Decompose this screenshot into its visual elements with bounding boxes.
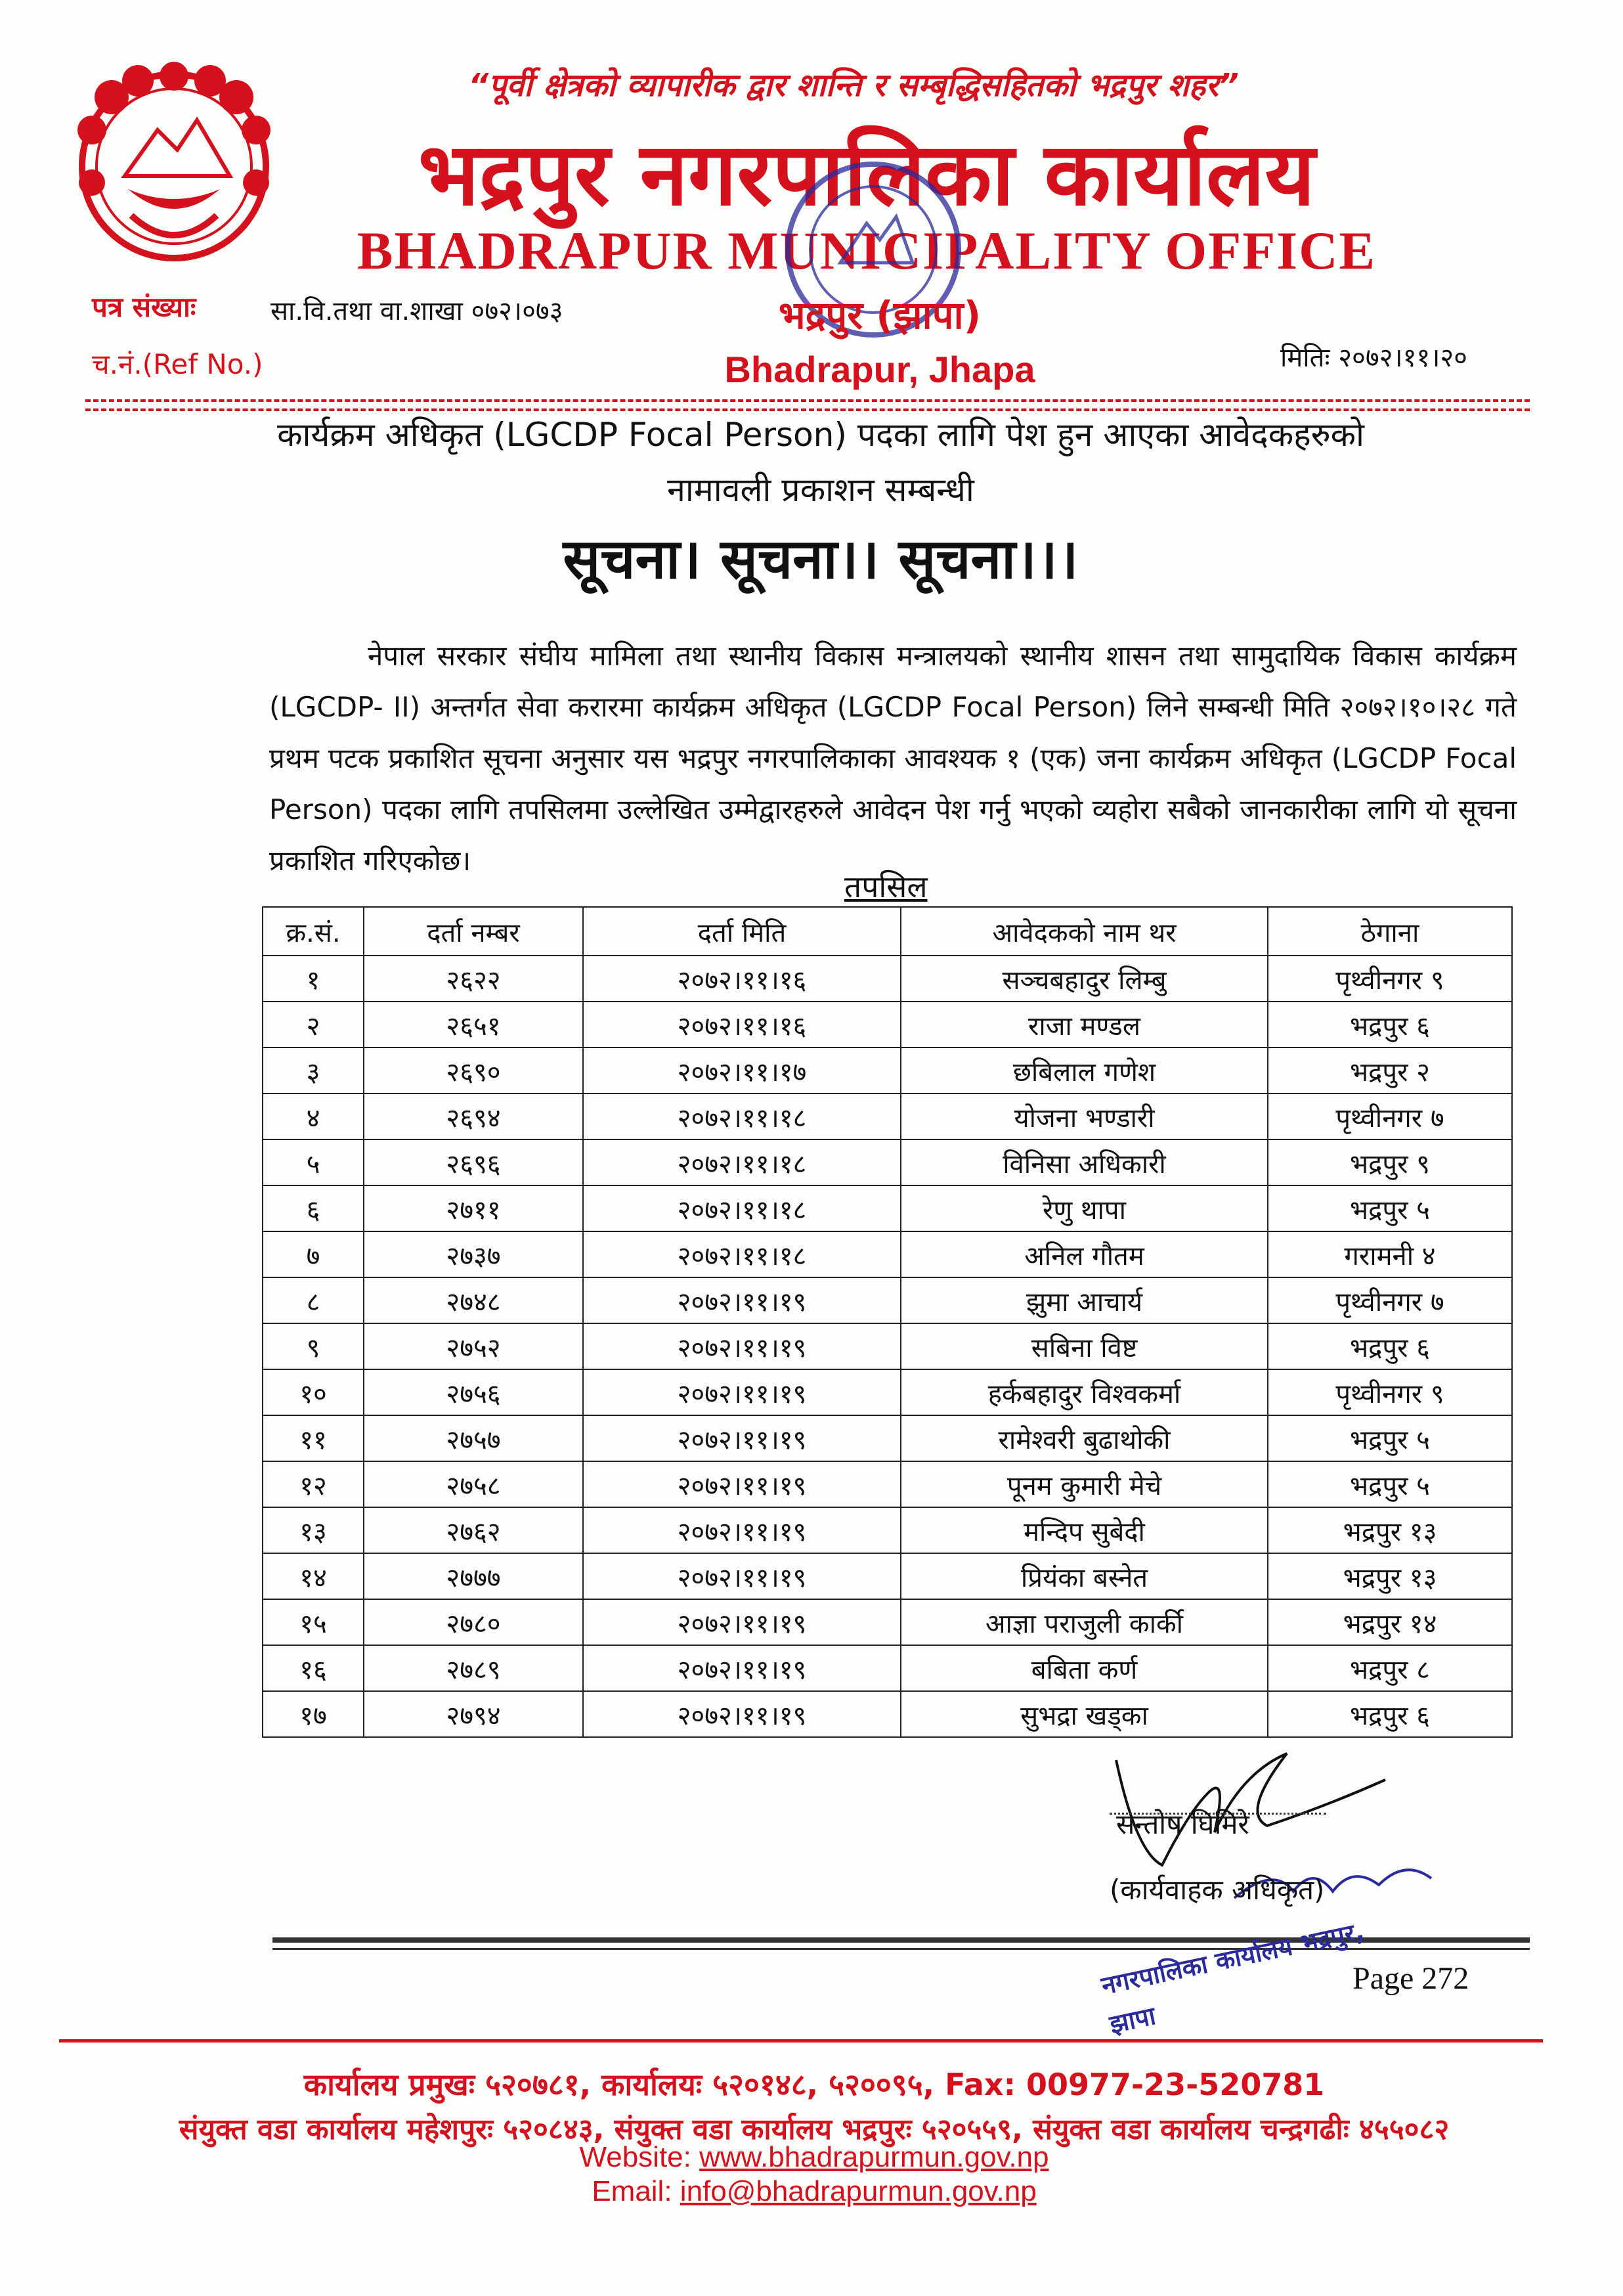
cell-serial: १४	[263, 1553, 364, 1599]
footer-email	[92, 2175, 1536, 2208]
cell-serial: ४	[263, 1093, 364, 1139]
table-row	[263, 1461, 1512, 1507]
cell-serial: १	[263, 956, 364, 1002]
cell-applicant-name: योजना भण्डारी	[901, 1093, 1268, 1139]
subject-line-2: नामावली प्रकाशन सम्बन्धी	[667, 471, 974, 509]
cell-applicant-name: रामेश्वरी बुढाथोकी	[901, 1415, 1268, 1461]
cell-registration-date: २०७२।११।१९	[583, 1277, 901, 1323]
location-nepali: भद्रपुर (झापा)	[778, 293, 982, 338]
cell-serial: ३	[263, 1048, 364, 1093]
notice-paragraph: नेपाल सरकार संघीय मामिला तथा स्थानीय विकास मन्त्रालयको स्थानीय शासन तथा सामुदायिक विकास कार्यक्रम (LGCDP- II) अन्तर्गत सेवा करारमा कार्यक्रम अधिकृत (LGCDP Focal Person) लिने सम्बन्धी मिति २०७२।१०।२८ गते प्रथम पटक प्रकाशित सूचना अनुसार यस भद्रपुर नगरपालिकाका आवश्यक १ (एक) जना कार्यक्रम अधिकृत (LGCDP Focal Person) पदका लागि तपसिलमा उल्लेखित उम्मेद्वारहरुले आवेदन पेश गर्नु भएको व्यहोरा सबैको जानकारीका लागि यो सूचना प्रकाशित गरिएकोछ।	[269, 640, 1517, 877]
cell-registration-date: २०७२।११।१७	[583, 1048, 901, 1093]
cell-applicant-name: आज्ञा पराजुली कार्की	[901, 1599, 1268, 1645]
col-serial: क्र.सं.	[263, 907, 364, 956]
letter-number-label: पत्र संख्याः	[92, 291, 196, 323]
cell-applicant-name: बबिता कर्ण	[901, 1645, 1268, 1691]
website-label: Website:	[579, 2141, 691, 2173]
cell-applicant-name: सबिना विष्ट	[901, 1323, 1268, 1369]
cell-registration-number: २७५६	[364, 1369, 583, 1415]
cell-serial: ५	[263, 1139, 364, 1185]
table-header-row	[263, 907, 1512, 956]
header-divider	[85, 399, 1530, 402]
cell-registration-date: २०७२।११।१६	[583, 956, 901, 1002]
cell-serial: १३	[263, 1507, 364, 1553]
footer-contact-line: कार्यालय प्रमुखः ५२०७८१, कार्यालयः ५२०१४८, ५२००९५, Fax: 00977-23-520781	[303, 2067, 1325, 2102]
page-number: Page 272	[1352, 1961, 1469, 1996]
cell-serial: ११	[263, 1415, 364, 1461]
cell-applicant-name: विनिसा अधिकारी	[901, 1139, 1268, 1185]
cell-serial: १२	[263, 1461, 364, 1507]
cell-registration-date: २०७२।११।१६	[583, 1002, 901, 1048]
cell-registration-number: २७५२	[364, 1323, 583, 1369]
cell-address: भद्रपुर ८	[1268, 1645, 1512, 1691]
date: मितिः २०७२।११।२०	[1280, 343, 1467, 373]
cell-applicant-name: सुभद्रा खड्का	[901, 1691, 1268, 1737]
col-address: ठेगाना	[1268, 907, 1512, 956]
cell-serial: १०	[263, 1369, 364, 1415]
cell-registration-number: २७३७	[364, 1231, 583, 1277]
cell-address: भद्रपुर ६	[1268, 1002, 1512, 1048]
table-row	[263, 1599, 1512, 1645]
table-row	[263, 1277, 1512, 1323]
cell-applicant-name: अनिल गौतम	[901, 1231, 1268, 1277]
cell-registration-number: २७९४	[364, 1691, 583, 1737]
cell-address: भद्रपुर १४	[1268, 1599, 1512, 1645]
table-row	[263, 1048, 1512, 1093]
cell-applicant-name: छबिलाल गणेश	[901, 1048, 1268, 1093]
table-row	[263, 1645, 1512, 1691]
cell-registration-number: २७४८	[364, 1277, 583, 1323]
cell-applicant-name: प्रियंका बस्नेत	[901, 1553, 1268, 1599]
notice-subject	[197, 407, 1444, 518]
notice-heading: सूचना। सूचना।। सूचना।।।	[563, 527, 1079, 591]
tapasil-label: तपसिल	[844, 869, 928, 904]
office-title-english: BHADRAPUR MUNICIPALITY OFFICE	[357, 221, 1377, 280]
table-row	[263, 1231, 1512, 1277]
email-link[interactable]: info@bhadrapurmun.gov.np	[680, 2175, 1037, 2207]
cell-serial: २	[263, 1002, 364, 1048]
footer-ward-offices: संयुक्त वडा कार्यालय महेशपुरः ५२०८४३, संयुक्त वडा कार्यालय भद्रपुरः ५२०५५९, संयुक्त वडा कार्यालय चन्द्रगढीः ४५५०८२	[179, 2113, 1450, 2146]
cell-registration-date: २०७२।११।१८	[583, 1231, 901, 1277]
cell-registration-number: २७५८	[364, 1461, 583, 1507]
table-row	[263, 1323, 1512, 1369]
cell-registration-number: २६२२	[364, 956, 583, 1002]
cell-registration-number: २७७७	[364, 1553, 583, 1599]
cell-registration-date: २०७२।११।१९	[583, 1691, 901, 1737]
subject-line-1: कार्यक्रम अधिकृत (LGCDP Focal Person) पदका लागि पेश हुन आएका आवेदकहरुको	[277, 416, 1364, 454]
table-row	[263, 1185, 1512, 1231]
cell-applicant-name: मन्दिप सुबेदी	[901, 1507, 1268, 1553]
cell-address: भद्रपुर १३	[1268, 1553, 1512, 1599]
col-registration-number: दर्ता नम्बर	[364, 907, 583, 956]
cell-registration-date: २०७२।११।१८	[583, 1093, 901, 1139]
cell-address: पृथ्वीनगर ९	[1268, 956, 1512, 1002]
cell-registration-number: २७५७	[364, 1415, 583, 1461]
table-row	[263, 1691, 1512, 1737]
cell-registration-date: २०७२।११।१८	[583, 1139, 901, 1185]
reference-number-label: च.नं.(Ref No.)	[92, 348, 263, 380]
office-title-nepali: भद्रपुर नगरपालिका कार्यालय	[418, 124, 1316, 225]
table-row	[263, 1139, 1512, 1185]
cell-serial: ६	[263, 1185, 364, 1231]
cell-address: भद्रपुर ६	[1268, 1323, 1512, 1369]
cell-address: पृथ्वीनगर ७	[1268, 1093, 1512, 1139]
cell-registration-number: २७११	[364, 1185, 583, 1231]
cell-registration-number: २७८९	[364, 1645, 583, 1691]
table-row	[263, 956, 1512, 1002]
slogan: “पूर्वी क्षेत्रको व्यापारीक द्वार शान्ति र सम्बृद्धिसहितको भद्रपुर शहर”	[468, 67, 1239, 104]
cell-address: पृथ्वीनगर ७	[1268, 1277, 1512, 1323]
footer-divider	[59, 2039, 1543, 2042]
cell-address: भद्रपुर ६	[1268, 1691, 1512, 1737]
cell-registration-number: २६९६	[364, 1139, 583, 1185]
cell-serial: १५	[263, 1599, 364, 1645]
signatory-role: (कार्यवाहक अधिकृत)	[1110, 1874, 1325, 1906]
website-link[interactable]: www.bhadrapurmun.gov.np	[699, 2141, 1049, 2173]
cell-applicant-name: झुमा आचार्य	[901, 1277, 1268, 1323]
cell-address: भद्रपुर १३	[1268, 1507, 1512, 1553]
cell-registration-date: २०७२।११।१८	[583, 1185, 901, 1231]
table-row	[263, 1002, 1512, 1048]
cell-registration-date: २०७२।११।१९	[583, 1369, 901, 1415]
footer-website	[92, 2141, 1536, 2174]
table-row	[263, 1415, 1512, 1461]
cell-address: भद्रपुर ५	[1268, 1461, 1512, 1507]
cell-applicant-name: पूनम कुमारी मेचे	[901, 1461, 1268, 1507]
cell-serial: ८	[263, 1277, 364, 1323]
cell-registration-date: २०७२।११।१९	[583, 1461, 901, 1507]
cell-serial: ९	[263, 1323, 364, 1369]
cell-serial: १७	[263, 1691, 364, 1737]
cell-registration-number: २६९४	[364, 1093, 583, 1139]
cell-serial: ७	[263, 1231, 364, 1277]
cell-serial: १६	[263, 1645, 364, 1691]
cell-registration-date: २०७२।११।१९	[583, 1645, 901, 1691]
cell-address: भद्रपुर ९	[1268, 1139, 1512, 1185]
cell-registration-number: २६९०	[364, 1048, 583, 1093]
applicant-table	[262, 906, 1513, 1738]
email-label: Email:	[592, 2175, 672, 2207]
cell-registration-number: २७६२	[364, 1507, 583, 1553]
table-row	[263, 1507, 1512, 1553]
cell-registration-date: २०७२।११।१९	[583, 1415, 901, 1461]
cell-address: भद्रपुर २	[1268, 1048, 1512, 1093]
cell-applicant-name: हर्कबहादुर विश्वकर्मा	[901, 1369, 1268, 1415]
cell-registration-date: २०७२।११।१९	[583, 1599, 901, 1645]
cell-address: पृथ्वीनगर ९	[1268, 1369, 1512, 1415]
cell-registration-date: २०७२।११।१९	[583, 1323, 901, 1369]
cell-registration-number: २७८०	[364, 1599, 583, 1645]
col-applicant-name: आवेदकको नाम थर	[901, 907, 1268, 956]
cell-address: भद्रपुर ५	[1268, 1415, 1512, 1461]
table-row	[263, 1369, 1512, 1415]
col-registration-date: दर्ता मिति	[583, 907, 901, 956]
location-english: Bhadrapur, Jhapa	[724, 349, 1035, 390]
cell-address: भद्रपुर ५	[1268, 1185, 1512, 1231]
nepal-emblem-icon	[66, 58, 282, 275]
cell-registration-date: २०७२।११।१९	[583, 1553, 901, 1599]
office-stamp-text: नगरपालिका कार्यालय भद्रपुर, झापा	[1098, 1916, 1367, 2039]
cell-applicant-name: सञ्चबहादुर लिम्बु	[901, 956, 1268, 1002]
letter-number-value: सा.वि.तथा वा.शाखा ०७२।०७३	[270, 296, 563, 326]
table-row	[263, 1093, 1512, 1139]
cell-address: गरामनी ४	[1268, 1231, 1512, 1277]
cell-applicant-name: राजा मण्डल	[901, 1002, 1268, 1048]
cell-registration-date: २०७२।११।१९	[583, 1507, 901, 1553]
table-row	[263, 1553, 1512, 1599]
cell-registration-number: २६५१	[364, 1002, 583, 1048]
signatory-name: सन्तोष घिमिरे	[1116, 1808, 1249, 1840]
cell-applicant-name: रेणु थापा	[901, 1185, 1268, 1231]
